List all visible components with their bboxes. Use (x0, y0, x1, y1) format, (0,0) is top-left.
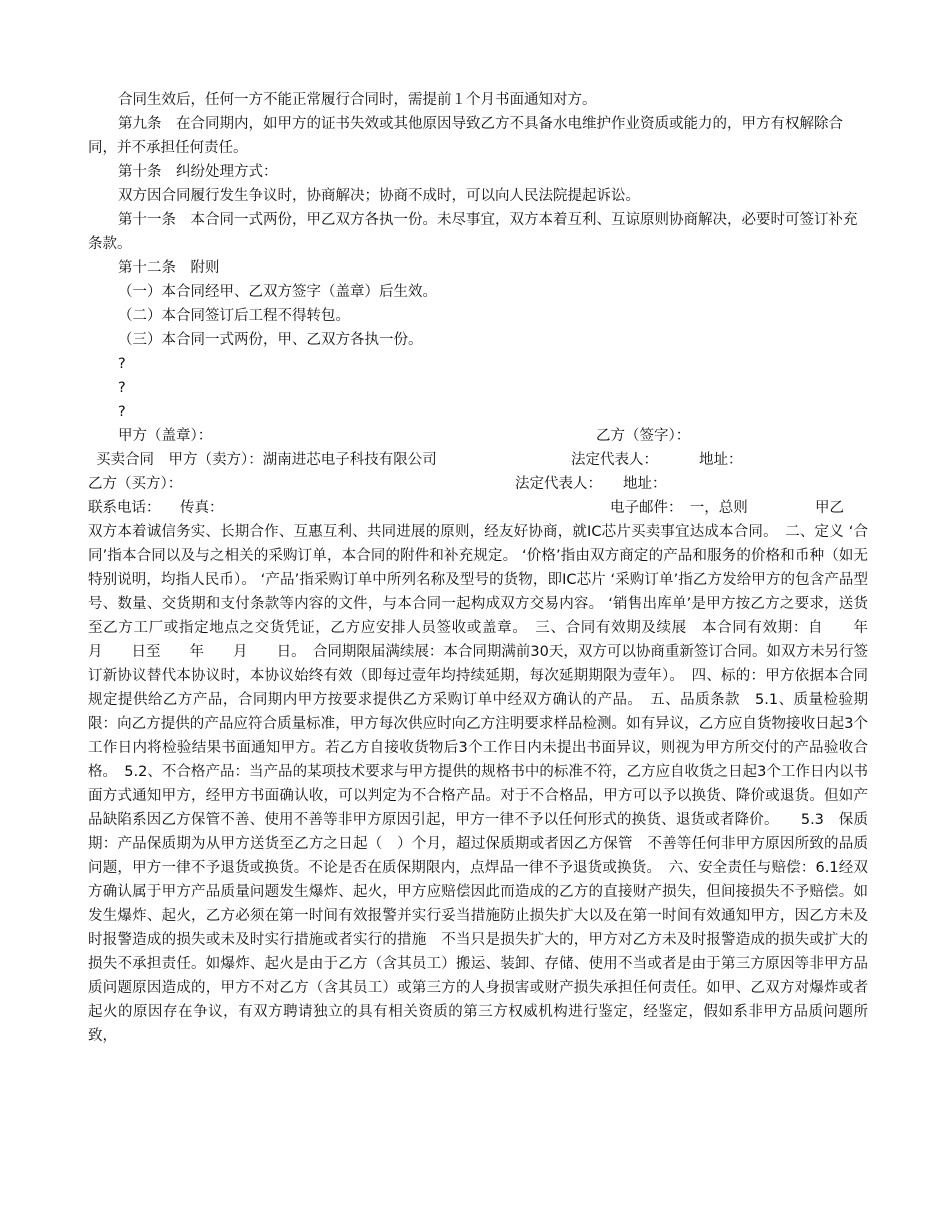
fax-label: 传真： (180, 500, 224, 516)
document-page (88, 88, 897, 1048)
party-b-signature-label: 乙方（签字）： (596, 428, 691, 444)
supplementary-item: （三）本合同一式两份，甲、乙双方各执一份。 (118, 332, 423, 348)
contract2-contact-row (88, 496, 868, 520)
contract2-party-a-row (88, 448, 868, 472)
signature-row (88, 424, 868, 448)
article-12-heading: 第十二条 附则 (118, 260, 220, 276)
paragraph-notice: 合同生效后，任何一方不能正常履行合同时，需提前１个月书面通知对方。 (118, 92, 597, 108)
address-label: 地址： (699, 452, 743, 468)
phone-label: 联系电话： (88, 500, 161, 516)
party-ab-label: 甲乙 (815, 500, 844, 516)
article-11: 第十一条 本合同一式两份，甲乙双方各执一份。未尽事宜，双方本着互利、互谅原则协商解决，必要时可签订补充条款。 (88, 212, 858, 252)
legal-representative-label: 法定代表人： (515, 476, 602, 492)
supplementary-item: （二）本合同签订后工程不得转包。 (118, 308, 350, 324)
placeholder-mark: ? (118, 356, 126, 372)
contract2-party-b-row (88, 472, 868, 496)
party-a-seal-label: 甲方（盖章）： (118, 428, 213, 444)
party-b-buyer: 乙方（买方）： (88, 476, 183, 492)
email-label: 电子邮件： 一，总则 (610, 500, 748, 516)
placeholder-mark: ? (118, 404, 126, 420)
placeholder-mark: ? (118, 380, 126, 396)
article-9: 第九条 在合同期内，如甲方的证书失效或其他原因导致乙方不具备水电维护作业资质或能力的，甲方有权解除合同，并不承担任何责任。 (88, 116, 843, 156)
legal-representative-label: 法定代表人： (571, 452, 658, 468)
article-10-body: 双方因合同履行发生争议时，协商解决；协商不成时，可以向人民法院提起诉讼。 (118, 188, 640, 204)
address-label: 地址： (623, 476, 667, 492)
contract2-body: 双方本着诚信务实、长期合作、互惠互利、共同进展的原则，经友好协商，就IC芯片买卖事宜达成本合同。 二、定义 ‘合同’指本合同以及与之相关的采购订单，本合同的附件和补充规定。 ‘价格’指由双方商定的产品和服务的价格和币种（如无特别说明，均指人民币）。 ‘产品’指采购订单中所列名称及型号的货物，即IC芯片 ‘采购订单’指乙方发给甲方的包含产品型号、数量、交货期和支付条款等内容的文件，与本合同一起构成双方交易内容。 ‘销售出库单’是甲方按乙方之要求，送货至乙方工厂或指定地点之交货凭证，乙方应安排人员签收或盖章。 三、合同有效期及续展 本合同有效期：自 年 月 日至 年 月 日。 合同期限届满续展：本合同期满前30天，双方可以协商重新签订合同。如双方未另行签订新协议替代本协议时，本协议始终有效（即每过壹年均持续延期，每次延期期限为壹年）。 四、标的：甲方依据本合同规定提供给乙方产品，合同期内甲方按要求提供乙方采购订单中经双方确认的产品。 五、品质条款 5.1、质量检验期限：向乙方提供的产品应符合质量标准，甲方每次供应时向乙方注明要求样品检测。如有异议，乙方应自货物接收日起3个工作日内将检验结果书面通知甲方。若乙方自接收货物后3个工作日内未提出书面异议，则视为甲方所交付的产品验收合格。 5.2、不合格产品：当产品的某项技术要求与甲方提供的规格书中的标准不符，乙方应自收货之日起3个工作日内以书面方式通知甲方，经甲方书面确认收，可以判定为不合格产品。对于不合格品，甲方可以予以换货、降价或退货。但如产品缺陷系因乙方保管不善、使用不善等非甲方原因引起，甲方一律不予以任何形式的换货、退货或者降价。 5.3 保质期：产品保质期为从甲方送货至乙方之日起（ ）个月，超过保质期或者因乙方保管 不善等任何非甲方原因所致的品质问题，甲方一律不予退货或换货。不论是否在质保期限内，点焊品一律不予退货或换货。 六、安全责任与赔偿：6.1经双方确认属于甲方产品质量问题发生爆炸、起火，甲方应赔偿因此而造成的乙方的直接财产损失，但间接损失不予赔偿。如发生爆炸、起火，乙方必须在第一时间有效报警并实行妥当措施防止损失扩大以及在第一时间有效通知甲方，因乙方未及时报警造成的损失或未及时实行措施或者实行的措施 不当只是损失扩大的，甲方对乙方未及时报警造成的损失或扩大的损失不承担责任。如爆炸、起火是由于乙方（含其员工）搬运、装卸、存储、使用不当或者是由于第三方原因等非甲方品质问题原因造成的，甲方不对乙方（含其员工）或第三方的人身损害或财产损失承担任何责任。如甲、乙双方对爆炸或者起火的原因存在争议，有双方聘请独立的具有相关资质的第三方权威机构进行鉴定，经鉴定，假如系非甲方品质问题所致， (88, 524, 897, 1044)
party-a-seller: 买卖合同 甲方（卖方）：湖南进芯电子科技有限公司 (96, 452, 437, 468)
article-10-heading: 第十条 纠纷处理方式： (118, 164, 278, 180)
supplementary-item: （一）本合同经甲、乙双方签字（盖章）后生效。 (118, 284, 437, 300)
